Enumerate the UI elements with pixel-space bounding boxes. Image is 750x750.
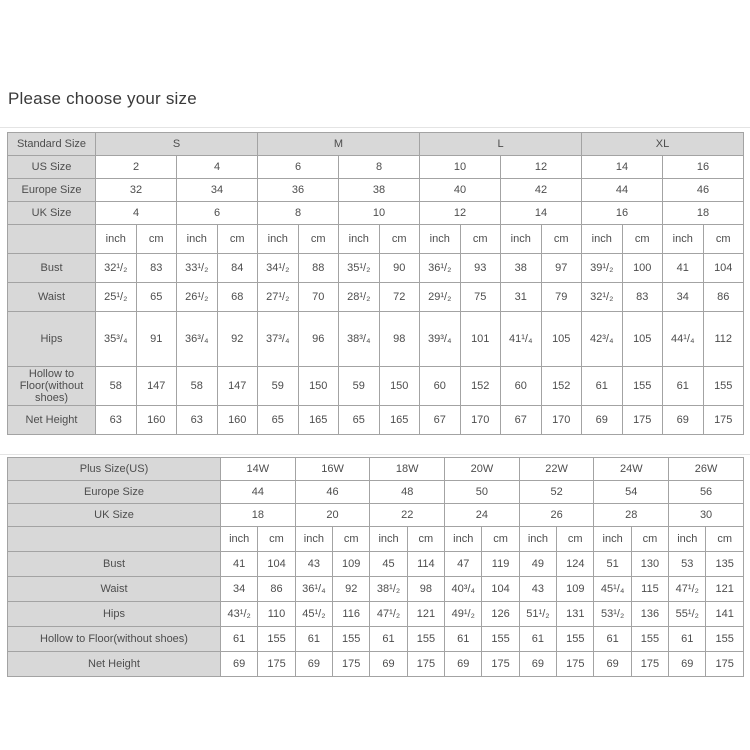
measure-value-cell: 34 [663,283,704,312]
unit-header-cell: cm [333,527,370,552]
row-label: Waist [8,577,221,602]
unit-header-cell: cm [482,527,519,552]
size-value-cell: 36 [258,179,339,202]
measure-value-cell: 175 [631,652,668,677]
unit-header-cell: inch [420,225,461,254]
size-value-cell: 12 [420,202,501,225]
size-value-cell: 54 [594,481,669,504]
row-label: Net Height [8,406,96,435]
size-value-cell: 26 [519,504,594,527]
unit-header-cell: cm [217,225,258,254]
corner-label: Standard Size [8,133,96,156]
measure-value-cell: 104 [258,552,295,577]
unit-header-cell: inch [295,527,332,552]
measure-value-cell: 37³/₄ [258,312,299,367]
measure-value-cell: 61 [295,627,332,652]
measure-value-cell: 104 [482,577,519,602]
measure-value-cell: 32¹/₂ [582,283,623,312]
unit-header-cell: inch [663,225,704,254]
measure-value-cell: 109 [557,577,594,602]
measure-value-cell: 69 [221,652,258,677]
measure-value-cell: 175 [703,406,744,435]
unit-header-cell: inch [501,225,542,254]
measure-value-cell: 72 [379,283,420,312]
measure-value-cell: 65 [136,283,177,312]
unit-header-cell: inch [669,527,706,552]
unit-header-cell: inch [258,225,299,254]
measure-value-cell: 104 [703,254,744,283]
measure-value-cell: 121 [407,602,444,627]
measure-value-cell: 152 [541,367,582,406]
size-value-cell: 4 [96,202,177,225]
measure-value-cell: 155 [258,627,295,652]
measure-value-cell: 51¹/₂ [519,602,556,627]
size-group-header: M [258,133,420,156]
size-value-cell: 6 [258,156,339,179]
size-value-cell: 2 [96,156,177,179]
unit-header-cell: cm [258,527,295,552]
size-value-cell: 24 [445,504,520,527]
size-value-cell: 16 [663,156,744,179]
measure-value-cell: 47 [445,552,482,577]
size-value-cell: 44 [582,179,663,202]
measure-value-cell: 170 [541,406,582,435]
measure-value-cell: 39¹/₂ [582,254,623,283]
size-value-cell: 14W [221,458,296,481]
measure-value-cell: 45¹/₄ [594,577,631,602]
measure-value-cell: 131 [557,602,594,627]
size-value-cell: 56 [669,481,744,504]
size-value-cell: 48 [370,481,445,504]
row-label: Net Height [8,652,221,677]
measure-value-cell: 59 [339,367,380,406]
size-value-cell: 10 [339,202,420,225]
size-value-cell: 8 [339,156,420,179]
measure-value-cell: 175 [482,652,519,677]
unit-header-cell: inch [519,527,556,552]
measure-value-cell: 92 [333,577,370,602]
measure-value-cell: 32¹/₂ [96,254,137,283]
unit-header-cell: cm [407,527,444,552]
unit-header-cell: inch [96,225,137,254]
measure-value-cell: 86 [258,577,295,602]
measure-value-cell: 61 [221,627,258,652]
unit-header-cell: cm [622,225,663,254]
unit-header-cell: inch [221,527,258,552]
measure-value-cell: 69 [663,406,704,435]
size-value-cell: 22 [370,504,445,527]
measure-value-cell: 47¹/₂ [669,577,706,602]
row-label: Bust [8,552,221,577]
size-value-cell: 50 [445,481,520,504]
row-label: Hollow to Floor(without shoes) [8,367,96,406]
measure-value-cell: 41¹/₄ [501,312,542,367]
unit-header-cell: inch [339,225,380,254]
measure-value-cell: 65 [339,406,380,435]
measure-value-cell: 43 [295,552,332,577]
row-label: Waist [8,283,96,312]
size-value-cell: 26W [669,458,744,481]
row-label: Bust [8,254,96,283]
measure-value-cell: 36¹/₄ [295,577,332,602]
measure-value-cell: 75 [460,283,501,312]
measure-value-cell: 42³/₄ [582,312,623,367]
measure-value-cell: 155 [333,627,370,652]
size-value-cell: 6 [177,202,258,225]
measure-value-cell: 27¹/₂ [258,283,299,312]
size-value-cell: 22W [519,458,594,481]
unit-header-cell: cm [379,225,420,254]
measure-value-cell: 100 [622,254,663,283]
measure-value-cell: 61 [594,627,631,652]
measure-value-cell: 92 [217,312,258,367]
measure-value-cell: 175 [622,406,663,435]
measure-value-cell: 97 [541,254,582,283]
measure-value-cell: 38³/₄ [339,312,380,367]
page-title: Please choose your size [8,89,197,108]
size-value-cell: 16W [295,458,370,481]
measure-value-cell: 160 [136,406,177,435]
measure-value-cell: 175 [333,652,370,677]
measure-value-cell: 114 [407,552,444,577]
measure-value-cell: 84 [217,254,258,283]
measure-value-cell: 69 [295,652,332,677]
size-value-cell: 32 [96,179,177,202]
measure-value-cell: 105 [622,312,663,367]
standard-size-table [7,132,744,435]
measure-value-cell: 65 [258,406,299,435]
measure-value-cell: 150 [379,367,420,406]
measure-value-cell: 59 [258,367,299,406]
size-value-cell: 14 [582,156,663,179]
row-label: UK Size [8,202,96,225]
size-value-cell: 18 [221,504,296,527]
measure-value-cell: 69 [669,652,706,677]
measure-value-cell: 28¹/₂ [339,283,380,312]
unit-header-cell: cm [460,225,501,254]
size-value-cell: 34 [177,179,258,202]
measure-value-cell: 51 [594,552,631,577]
measure-value-cell: 93 [460,254,501,283]
unit-header-cell: inch [177,225,218,254]
unit-header-cell: cm [557,527,594,552]
unit-header-cell: cm [703,225,744,254]
measure-value-cell: 26¹/₂ [177,283,218,312]
measure-value-cell: 155 [703,367,744,406]
measure-value-cell: 152 [460,367,501,406]
measure-value-cell: 69 [370,652,407,677]
measure-value-cell: 53¹/₂ [594,602,631,627]
measure-value-cell: 79 [541,283,582,312]
measure-value-cell: 165 [379,406,420,435]
unit-header-cell: cm [706,527,744,552]
size-value-cell: 44 [221,481,296,504]
measure-value-cell: 67 [501,406,542,435]
measure-value-cell: 35³/₄ [96,312,137,367]
measure-value-cell: 58 [177,367,218,406]
measure-value-cell: 136 [631,602,668,627]
size-value-cell: 20W [445,458,520,481]
size-value-cell: 12 [501,156,582,179]
size-value-cell: 40 [420,179,501,202]
measure-value-cell: 155 [631,627,668,652]
row-label: UK Size [8,504,221,527]
section-divider [0,127,750,128]
row-label: Plus Size(US) [8,458,221,481]
measure-value-cell: 44¹/₄ [663,312,704,367]
measure-value-cell: 165 [298,406,339,435]
row-label: US Size [8,156,96,179]
measure-value-cell: 112 [703,312,744,367]
measure-value-cell: 61 [370,627,407,652]
measure-value-cell: 60 [501,367,542,406]
measure-value-cell: 105 [541,312,582,367]
size-group-header: L [420,133,582,156]
measure-value-cell: 36¹/₂ [420,254,461,283]
measure-value-cell: 67 [420,406,461,435]
size-value-cell: 30 [669,504,744,527]
measure-value-cell: 110 [258,602,295,627]
measure-value-cell: 34¹/₂ [258,254,299,283]
unit-header-cell: cm [298,225,339,254]
measure-value-cell: 45 [370,552,407,577]
row-label: Hips [8,312,96,367]
measure-value-cell: 69 [594,652,631,677]
unit-header-cell: inch [582,225,623,254]
measure-value-cell: 40³/₄ [445,577,482,602]
measure-value-cell: 135 [706,552,744,577]
size-value-cell: 42 [501,179,582,202]
unit-header-cell: inch [594,527,631,552]
measure-value-cell: 61 [582,367,623,406]
size-value-cell: 24W [594,458,669,481]
measure-value-cell: 43¹/₂ [221,602,258,627]
measure-value-cell: 49¹/₂ [445,602,482,627]
measure-value-cell: 34 [221,577,258,602]
measure-value-cell: 38¹/₂ [370,577,407,602]
row-label: Hollow to Floor(without shoes) [8,627,221,652]
measure-value-cell: 41 [663,254,704,283]
measure-value-cell: 109 [333,552,370,577]
measure-value-cell: 83 [136,254,177,283]
measure-value-cell: 58 [96,367,137,406]
measure-value-cell: 68 [217,283,258,312]
measure-value-cell: 155 [482,627,519,652]
measure-value-cell: 175 [258,652,295,677]
measure-value-cell: 35¹/₂ [339,254,380,283]
measure-value-cell: 98 [379,312,420,367]
measure-value-cell: 130 [631,552,668,577]
measure-value-cell: 155 [706,627,744,652]
measure-value-cell: 86 [703,283,744,312]
size-value-cell: 8 [258,202,339,225]
measure-value-cell: 69 [519,652,556,677]
measure-value-cell: 45¹/₂ [295,602,332,627]
size-value-cell: 14 [501,202,582,225]
measure-value-cell: 47¹/₂ [370,602,407,627]
row-label: Hips [8,602,221,627]
measure-value-cell: 126 [482,602,519,627]
measure-value-cell: 160 [217,406,258,435]
measure-value-cell: 88 [298,254,339,283]
size-value-cell: 18W [370,458,445,481]
measure-value-cell: 175 [706,652,744,677]
size-group-header: XL [582,133,744,156]
unit-header-cell: inch [445,527,482,552]
measure-value-cell: 55¹/₂ [669,602,706,627]
measure-value-cell: 43 [519,577,556,602]
measure-value-cell: 63 [96,406,137,435]
measure-value-cell: 170 [460,406,501,435]
measure-value-cell: 116 [333,602,370,627]
measure-value-cell: 69 [582,406,623,435]
unit-row-corner [8,225,96,254]
measure-value-cell: 91 [136,312,177,367]
unit-header-cell: inch [370,527,407,552]
measure-value-cell: 119 [482,552,519,577]
unit-row-corner [8,527,221,552]
measure-value-cell: 155 [622,367,663,406]
measure-value-cell: 41 [221,552,258,577]
plus-size-table [7,457,744,677]
measure-value-cell: 90 [379,254,420,283]
measure-value-cell: 31 [501,283,542,312]
row-label: Europe Size [8,481,221,504]
measure-value-cell: 69 [445,652,482,677]
size-value-cell: 52 [519,481,594,504]
size-value-cell: 46 [663,179,744,202]
measure-value-cell: 61 [669,627,706,652]
measure-value-cell: 29¹/₂ [420,283,461,312]
unit-header-cell: cm [541,225,582,254]
measure-value-cell: 175 [407,652,444,677]
measure-value-cell: 36³/₄ [177,312,218,367]
measure-value-cell: 115 [631,577,668,602]
measure-value-cell: 60 [420,367,461,406]
measure-value-cell: 70 [298,283,339,312]
measure-value-cell: 39³/₄ [420,312,461,367]
measure-value-cell: 101 [460,312,501,367]
size-value-cell: 28 [594,504,669,527]
size-value-cell: 18 [663,202,744,225]
measure-value-cell: 155 [557,627,594,652]
measure-value-cell: 155 [407,627,444,652]
measure-value-cell: 98 [407,577,444,602]
size-value-cell: 38 [339,179,420,202]
size-value-cell: 16 [582,202,663,225]
measure-value-cell: 83 [622,283,663,312]
measure-value-cell: 147 [217,367,258,406]
measure-value-cell: 38 [501,254,542,283]
measure-value-cell: 61 [445,627,482,652]
measure-value-cell: 124 [557,552,594,577]
measure-value-cell: 61 [663,367,704,406]
measure-value-cell: 175 [557,652,594,677]
size-group-header: S [96,133,258,156]
measure-value-cell: 49 [519,552,556,577]
measure-value-cell: 33¹/₂ [177,254,218,283]
measure-value-cell: 150 [298,367,339,406]
size-value-cell: 46 [295,481,370,504]
measure-value-cell: 147 [136,367,177,406]
size-value-cell: 10 [420,156,501,179]
measure-value-cell: 63 [177,406,218,435]
measure-value-cell: 61 [519,627,556,652]
measure-value-cell: 25¹/₂ [96,283,137,312]
size-value-cell: 4 [177,156,258,179]
row-label: Europe Size [8,179,96,202]
measure-value-cell: 96 [298,312,339,367]
measure-value-cell: 121 [706,577,744,602]
size-value-cell: 20 [295,504,370,527]
unit-header-cell: cm [136,225,177,254]
unit-header-cell: cm [631,527,668,552]
measure-value-cell: 53 [669,552,706,577]
section-divider [0,454,750,455]
measure-value-cell: 141 [706,602,744,627]
